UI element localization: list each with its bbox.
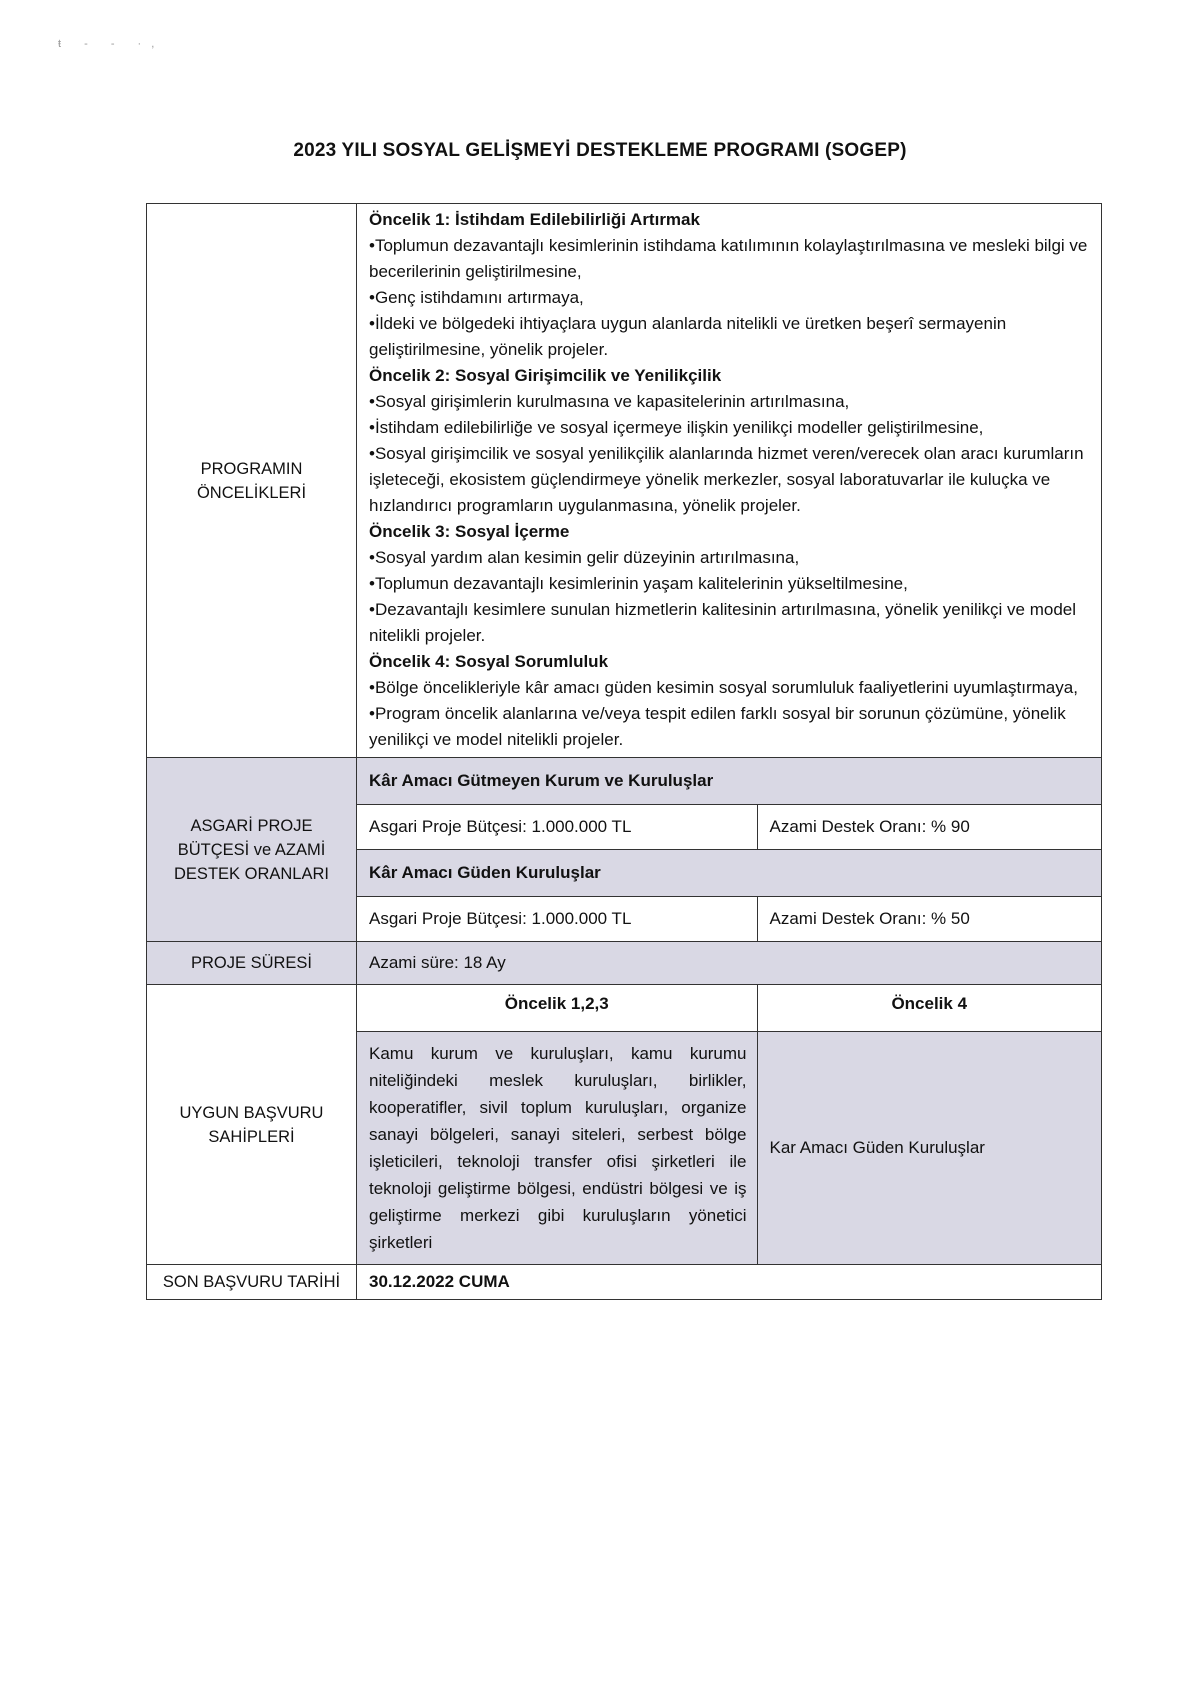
priority-bullet: •Program öncelik alanlarına ve/veya tespit edilen farklı sosyal bir sorunun çözümüne, yönelik yenilikçi ve model nitelikli projeler. (369, 704, 1066, 749)
priority-bullet: •Bölge öncelikleriyle kâr amacı güden kesimin sosyal sorumluluk faaliyetlerini uyumlaştırmaya, (369, 678, 1078, 697)
priority-title: Öncelik 1: İstihdam Edilebilirliği Artırmak (369, 210, 700, 229)
priorities-content (357, 204, 1102, 758)
priority-block-4 (369, 649, 1093, 753)
priority-bullet: •Toplumun dezavantajlı kesimlerinin istihdama katılımının kolaylaştırılmasına ve mesleki bilgi ve becerilerinin geliştirilmesine, (369, 236, 1088, 281)
priority-title: Öncelik 2: Sosyal Girişimcilik ve Yenilikçilik (369, 366, 722, 385)
budget-content (357, 758, 1102, 942)
duration-row (147, 942, 1102, 985)
priority-bullet: •İstihdam edilebilirliğe ve sosyal içermeye ilişkin yenilikçi modeller geliştirilmesine, (369, 418, 984, 437)
priority-bullet: •Sosyal girişimcilik ve sosyal yenilikçilik alanlarında hizmet veren/verecek olan aracı kurumların işleteceği, ekosistem güçlendirmeye yönelik merkezler, sosyal laboratuvarlar ile kuluçka ve hızlandırıcı programların uygulanmasına, yönelik projeler. (369, 444, 1084, 515)
priority-bullet: •İldeki ve bölgedeki ihtiyaçlara uygun alanlarda nitelikli ve üretken beşerî sermayenin geliştirilmesine, yönelik projeler. (369, 314, 1007, 359)
priority-title: Öncelik 3: Sosyal İçerme (369, 522, 570, 541)
duration-value: Azami süre: 18 Ay (357, 942, 1102, 985)
priority-bullet: •Sosyal yardım alan kesimin gelir düzeyinin artırılmasına, (369, 548, 800, 567)
budget-group-heading: Kâr Amacı Güden Kuruluşlar (357, 850, 1101, 897)
scan-artifact: ŧ - - ·, (58, 38, 165, 50)
max-rate-value: Azami Destek Oranı: % 90 (757, 805, 1101, 850)
min-budget-value: Asgari Proje Bütçesi: 1.000.000 TL (357, 897, 757, 942)
priorities-row (147, 204, 1102, 758)
program-table (146, 203, 1102, 1300)
max-rate-value: Azami Destek Oranı: % 50 (757, 897, 1101, 942)
deadline-value: 30.12.2022 CUMA (357, 1265, 1102, 1300)
eligible-content (357, 985, 1102, 1265)
priority-block-1 (369, 207, 1093, 363)
budget-label: ASGARİ PROJE BÜTÇESİ ve AZAMİ DESTEK ORANLARI (147, 758, 357, 942)
eligible-label: UYGUN BAŞVURU SAHİPLERİ (147, 985, 357, 1265)
priority-bullet: •Sosyal girişimlerin kurulmasına ve kapasitelerinin artırılmasına, (369, 392, 850, 411)
priority-bullet: •Genç istihdamını artırmaya, (369, 288, 584, 307)
eligible-col2-text: Kar Amacı Güden Kuruluşlar (757, 1032, 1101, 1265)
deadline-label: SON BAŞVURU TARİHİ (147, 1265, 357, 1300)
priority-title: Öncelik 4: Sosyal Sorumluluk (369, 652, 609, 671)
budget-group-heading: Kâr Amacı Gütmeyen Kurum ve Kuruluşlar (369, 771, 714, 790)
page-title: 2023 YILI SOSYAL GELİŞMEYİ DESTEKLEME PROGRAMI (SOGEP) (293, 140, 907, 161)
priority-bullet: •Toplumun dezavantajlı kesimlerinin yaşam kalitelerinin yükseltilmesine, (369, 574, 908, 593)
min-budget-value: Asgari Proje Bütçesi: 1.000.000 TL (357, 805, 757, 850)
eligible-col1-text: Kamu kurum ve kuruluşları, kamu kurumu niteliğindeki meslek kuruluşları, birlikler, kooperatifler, sivil toplum kuruluşları, organize sanayi bölgeleri, sanayi siteleri, serbest bölge işleticileri, teknoloji transfer ofisi şirketleri ile teknoloji geliştirme bölgesi, endüstri bölgesi ve iş geliştirme merkezi gibi kuruluşların yönetici şirketleri (369, 1044, 747, 1252)
priority-bullet: •Dezavantajlı kesimlere sunulan hizmetlerin kalitesinin artırılmasına, yönelik yenilikçi ve model nitelikli projeler. (369, 600, 1077, 645)
deadline-row (147, 1265, 1102, 1300)
priority-block-2 (369, 363, 1093, 519)
priority-block-3 (369, 519, 1093, 649)
eligible-subtable (357, 985, 1101, 1264)
budget-row (147, 758, 1102, 942)
eligible-col2-head: Öncelik 4 (757, 985, 1101, 1032)
duration-label: PROJE SÜRESİ (147, 942, 357, 985)
priorities-label: PROGRAMIN ÖNCELİKLERİ (147, 204, 357, 758)
budget-subtable (357, 758, 1101, 941)
eligible-col1-head: Öncelik 1,2,3 (357, 985, 757, 1032)
eligible-row (147, 985, 1102, 1265)
